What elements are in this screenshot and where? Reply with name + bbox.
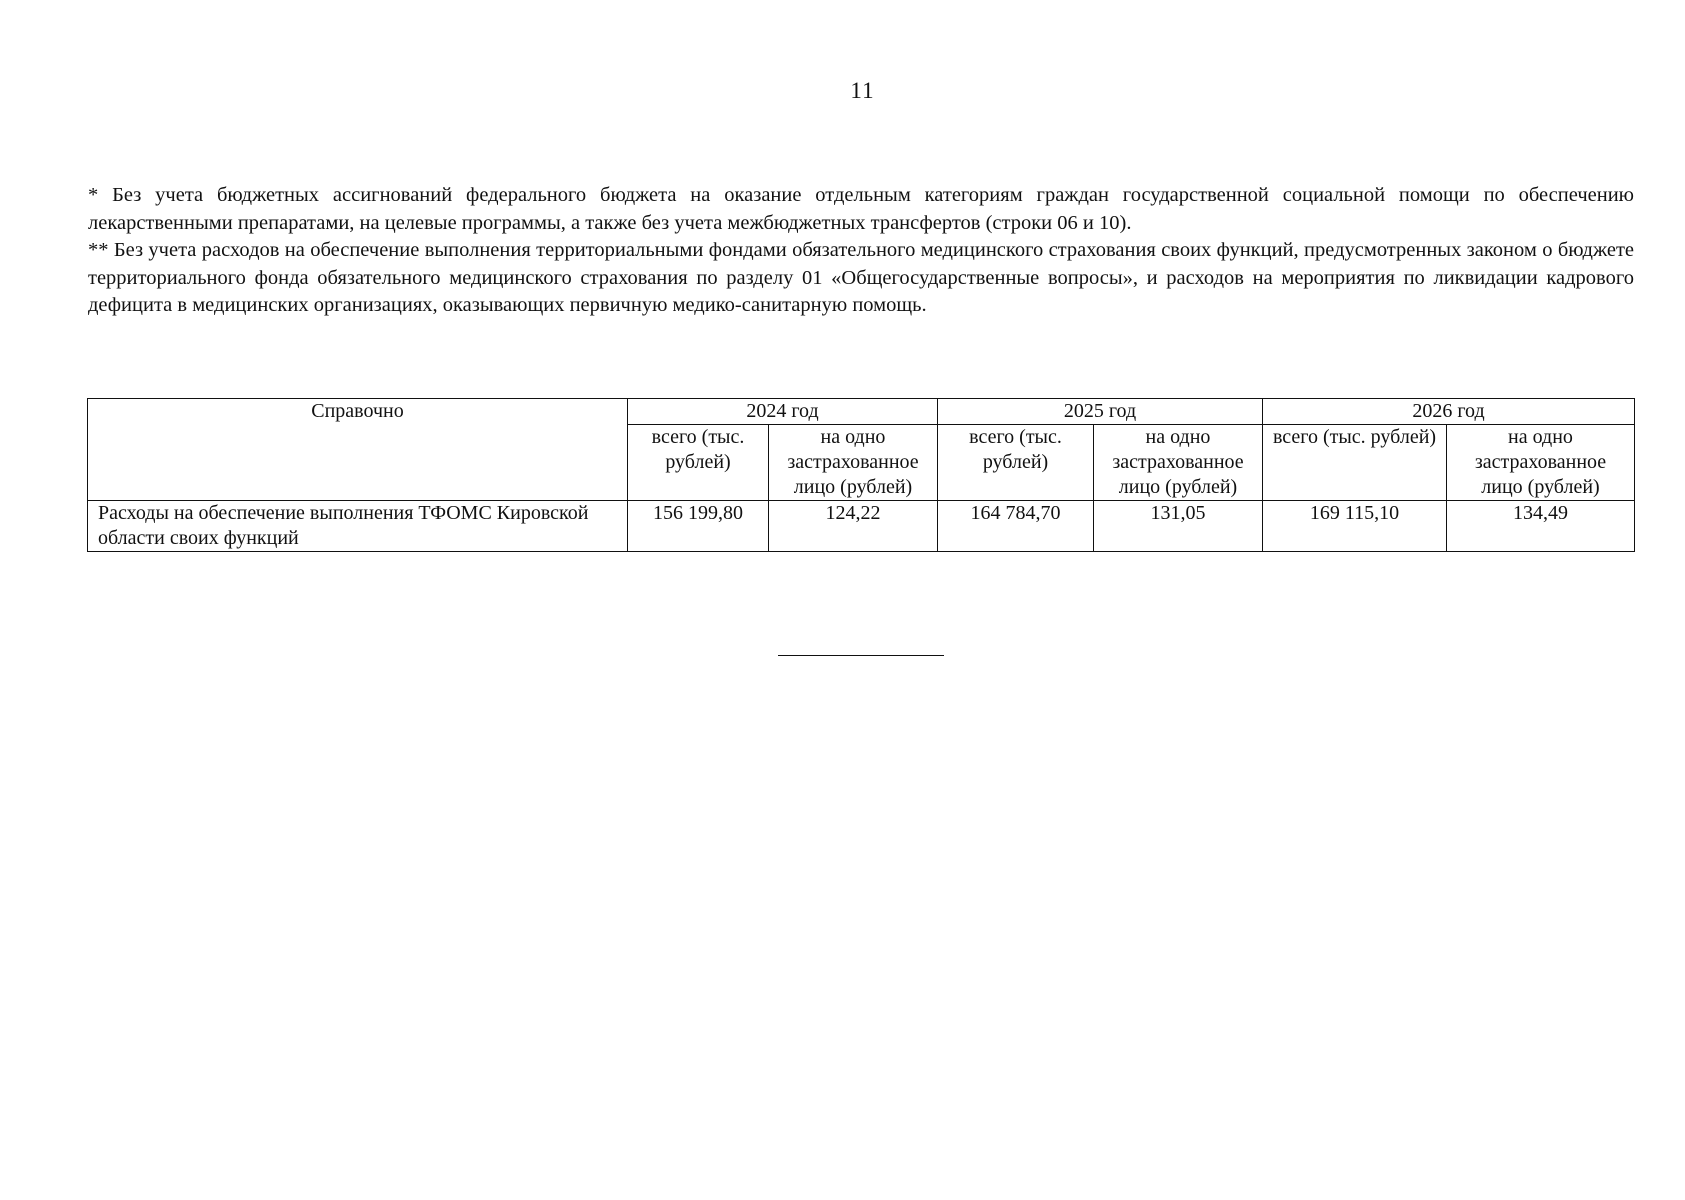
subheader-total: всего (тыс. рублей) bbox=[628, 425, 769, 501]
year-header-2024: 2024 год bbox=[628, 399, 938, 425]
footnotes bbox=[88, 182, 1634, 320]
reference-table bbox=[87, 398, 1635, 552]
page-number: 11 bbox=[850, 78, 875, 103]
footnote-1: * Без учета бюджетных ассигнований федерального бюджета на оказание отдельным категориям граждан государственной социальной помощи по обеспечению лекарственными препаратами, на целевые программы, а также без учета межбюджетных трансфертов (строки 06 и 10). bbox=[88, 184, 1634, 234]
closing-rule bbox=[778, 655, 944, 656]
year-header-2026: 2026 год bbox=[1263, 399, 1635, 425]
cell-2026-total: 169 115,10 bbox=[1263, 501, 1447, 552]
subheader-per-insured: на одно застрахованное лицо (рублей) bbox=[1447, 425, 1635, 501]
row-label: Расходы на обеспечение выполнения ТФОМС Кировской области своих функций bbox=[88, 501, 628, 552]
cell-2024-total: 156 199,80 bbox=[628, 501, 769, 552]
cell-2025-total: 164 784,70 bbox=[938, 501, 1094, 552]
year-header-row bbox=[88, 399, 1635, 425]
table-row bbox=[88, 501, 1635, 552]
corner-header: Справочно bbox=[88, 399, 628, 501]
footnote-2: ** Без учета расходов на обеспечение выполнения территориальными фондами обязательного медицинского страхования своих функций, предусмотренных законом о бюджете территориального фонда обязательного медицинского страхования по разделу 01 «Общегосударственные вопросы», и расходов на мероприятия по ликвидации кадрового дефицита в медицинских организациях, оказывающих первичную медико-санитарную помощь. bbox=[88, 239, 1634, 316]
subheader-total: всего (тыс. рублей) bbox=[938, 425, 1094, 501]
cell-2025-per-insured: 131,05 bbox=[1094, 501, 1263, 552]
subheader-total: всего (тыс. рублей) bbox=[1263, 425, 1447, 501]
cell-2024-per-insured: 124,22 bbox=[769, 501, 938, 552]
subheader-per-insured: на одно застрахованное лицо (рублей) bbox=[1094, 425, 1263, 501]
cell-2026-per-insured: 134,49 bbox=[1447, 501, 1635, 552]
subheader-per-insured: на одно застрахованное лицо (рублей) bbox=[769, 425, 938, 501]
year-header-2025: 2025 год bbox=[938, 399, 1263, 425]
